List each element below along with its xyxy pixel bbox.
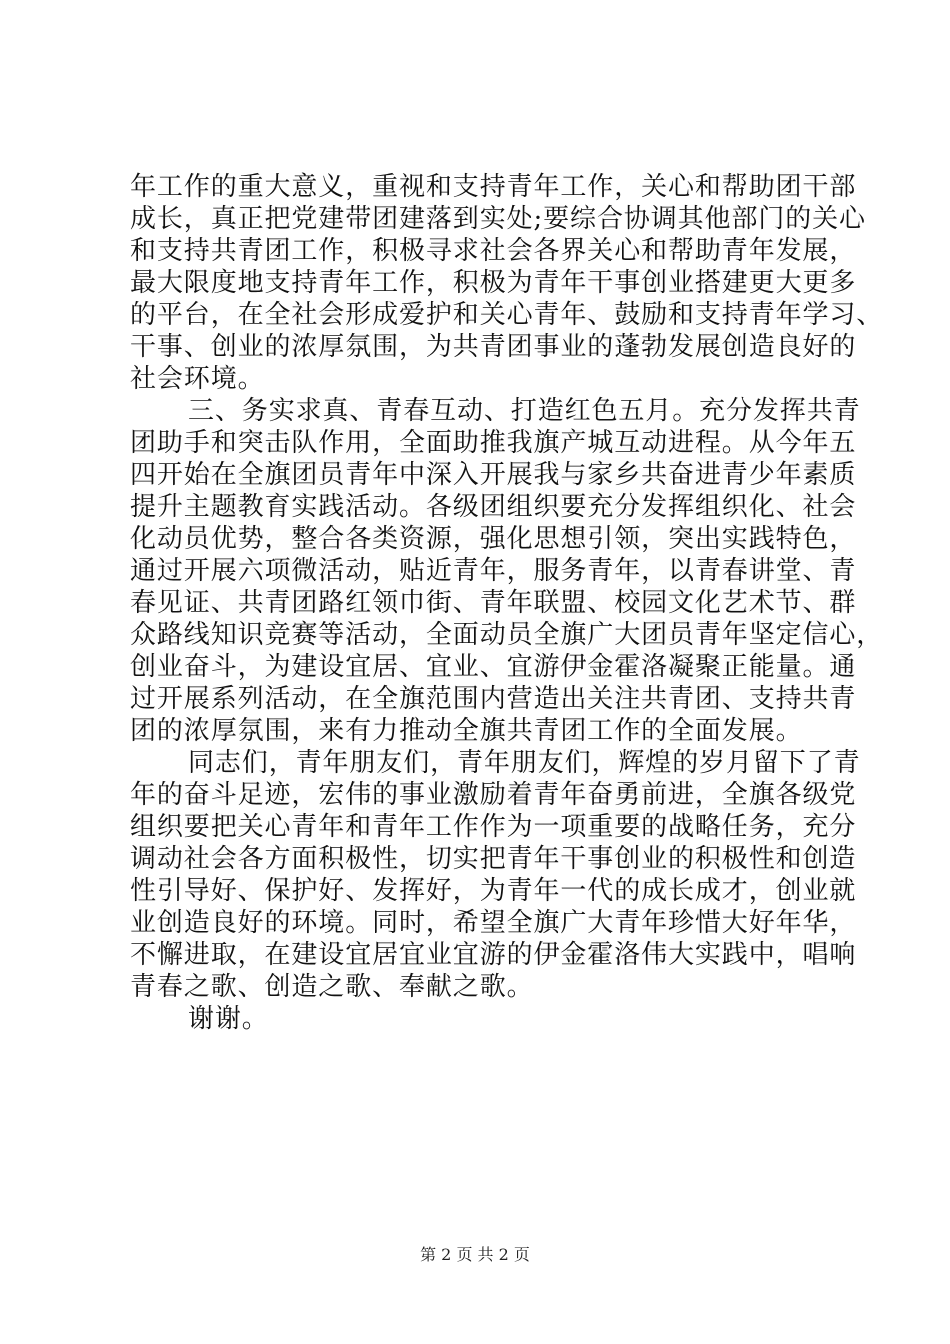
- body-line: 春见证、共青团路红领巾街、青年联盟、校园文化艺术节、群: [130, 588, 857, 618]
- body-line: 干事、创业的浓厚氛围，为共青团事业的蓬勃发展创造良好的: [130, 332, 857, 362]
- body-line: 创业奋斗，为建设宜居、宜业、宜游伊金霍洛凝聚正能量。通: [130, 652, 857, 682]
- body-line: 团的浓厚氛围，来有力推动全旗共青团工作的全面发展。: [130, 716, 803, 746]
- body-line: 提升主题教育实践活动。各级团组织要充分发挥组织化、社会: [130, 492, 857, 522]
- body-line: 性引导好、保护好、发挥好，为青年一代的成长成才，创业就: [130, 876, 857, 906]
- body-line: 青春之歌、创造之歌、奉献之歌。: [130, 972, 534, 1002]
- body-line: 年的奋斗足迹，宏伟的事业激励着青年奋勇前进，全旗各级党: [130, 780, 857, 810]
- body-line: 最大限度地支持青年工作，积极为青年干事创业搭建更大更多: [130, 268, 857, 298]
- body-line: 不懈进取，在建设宜居宜业宜游的伊金霍洛伟大实践中，唱响: [130, 940, 857, 970]
- body-line: 过开展系列活动，在全旗范围内营造出关注共青团、支持共青: [130, 684, 857, 714]
- page-number-footer: 第 2 页 共 2 页: [420, 1245, 530, 1264]
- body-line: 调动社会各方面积极性，切实把青年干事创业的积极性和创造: [130, 844, 857, 874]
- body-line: 和支持共青团工作，积极寻求社会各界关心和帮助青年发展，: [130, 236, 857, 266]
- body-line: 的平台，在全社会形成爱护和关心青年、鼓励和支持青年学习、: [130, 300, 884, 330]
- body-line: 组织要把关心青年和青年工作作为一项重要的战略任务，充分: [130, 812, 857, 842]
- paragraph-start-line: 三、务实求真、青春互动、打造红色五月。充分发挥共青: [188, 396, 861, 426]
- body-line: 化动员优势，整合各类资源，强化思想引领，突出实践特色，: [130, 524, 857, 554]
- body-line: 团助手和突击队作用，全面助推我旗产城互动进程。从今年五: [130, 428, 857, 458]
- document-body: [130, 171, 884, 1035]
- paragraph-start-line: 同志们，青年朋友们，青年朋友们，辉煌的岁月留下了青: [188, 748, 861, 778]
- body-line: 业创造良好的环境。同时，希望全旗广大青年珍惜大好年华，: [130, 908, 857, 938]
- body-line: 社会环境。: [130, 364, 265, 394]
- body-line: 众路线知识竞赛等活动，全面动员全旗广大团员青年坚定信心，: [130, 620, 884, 650]
- closing-line: 谢谢。: [188, 1004, 269, 1034]
- body-line: 年工作的重大意义，重视和支持青年工作，关心和帮助团干部: [130, 172, 857, 202]
- body-line: 四开始在全旗团员青年中深入开展我与家乡共奋进青少年素质: [130, 460, 857, 490]
- body-line: 通过开展六项微活动，贴近青年，服务青年，以青春讲堂、青: [130, 556, 857, 586]
- body-line: 成长，真正把党建带团建落到实处;要综合协调其他部门的关心: [130, 204, 866, 234]
